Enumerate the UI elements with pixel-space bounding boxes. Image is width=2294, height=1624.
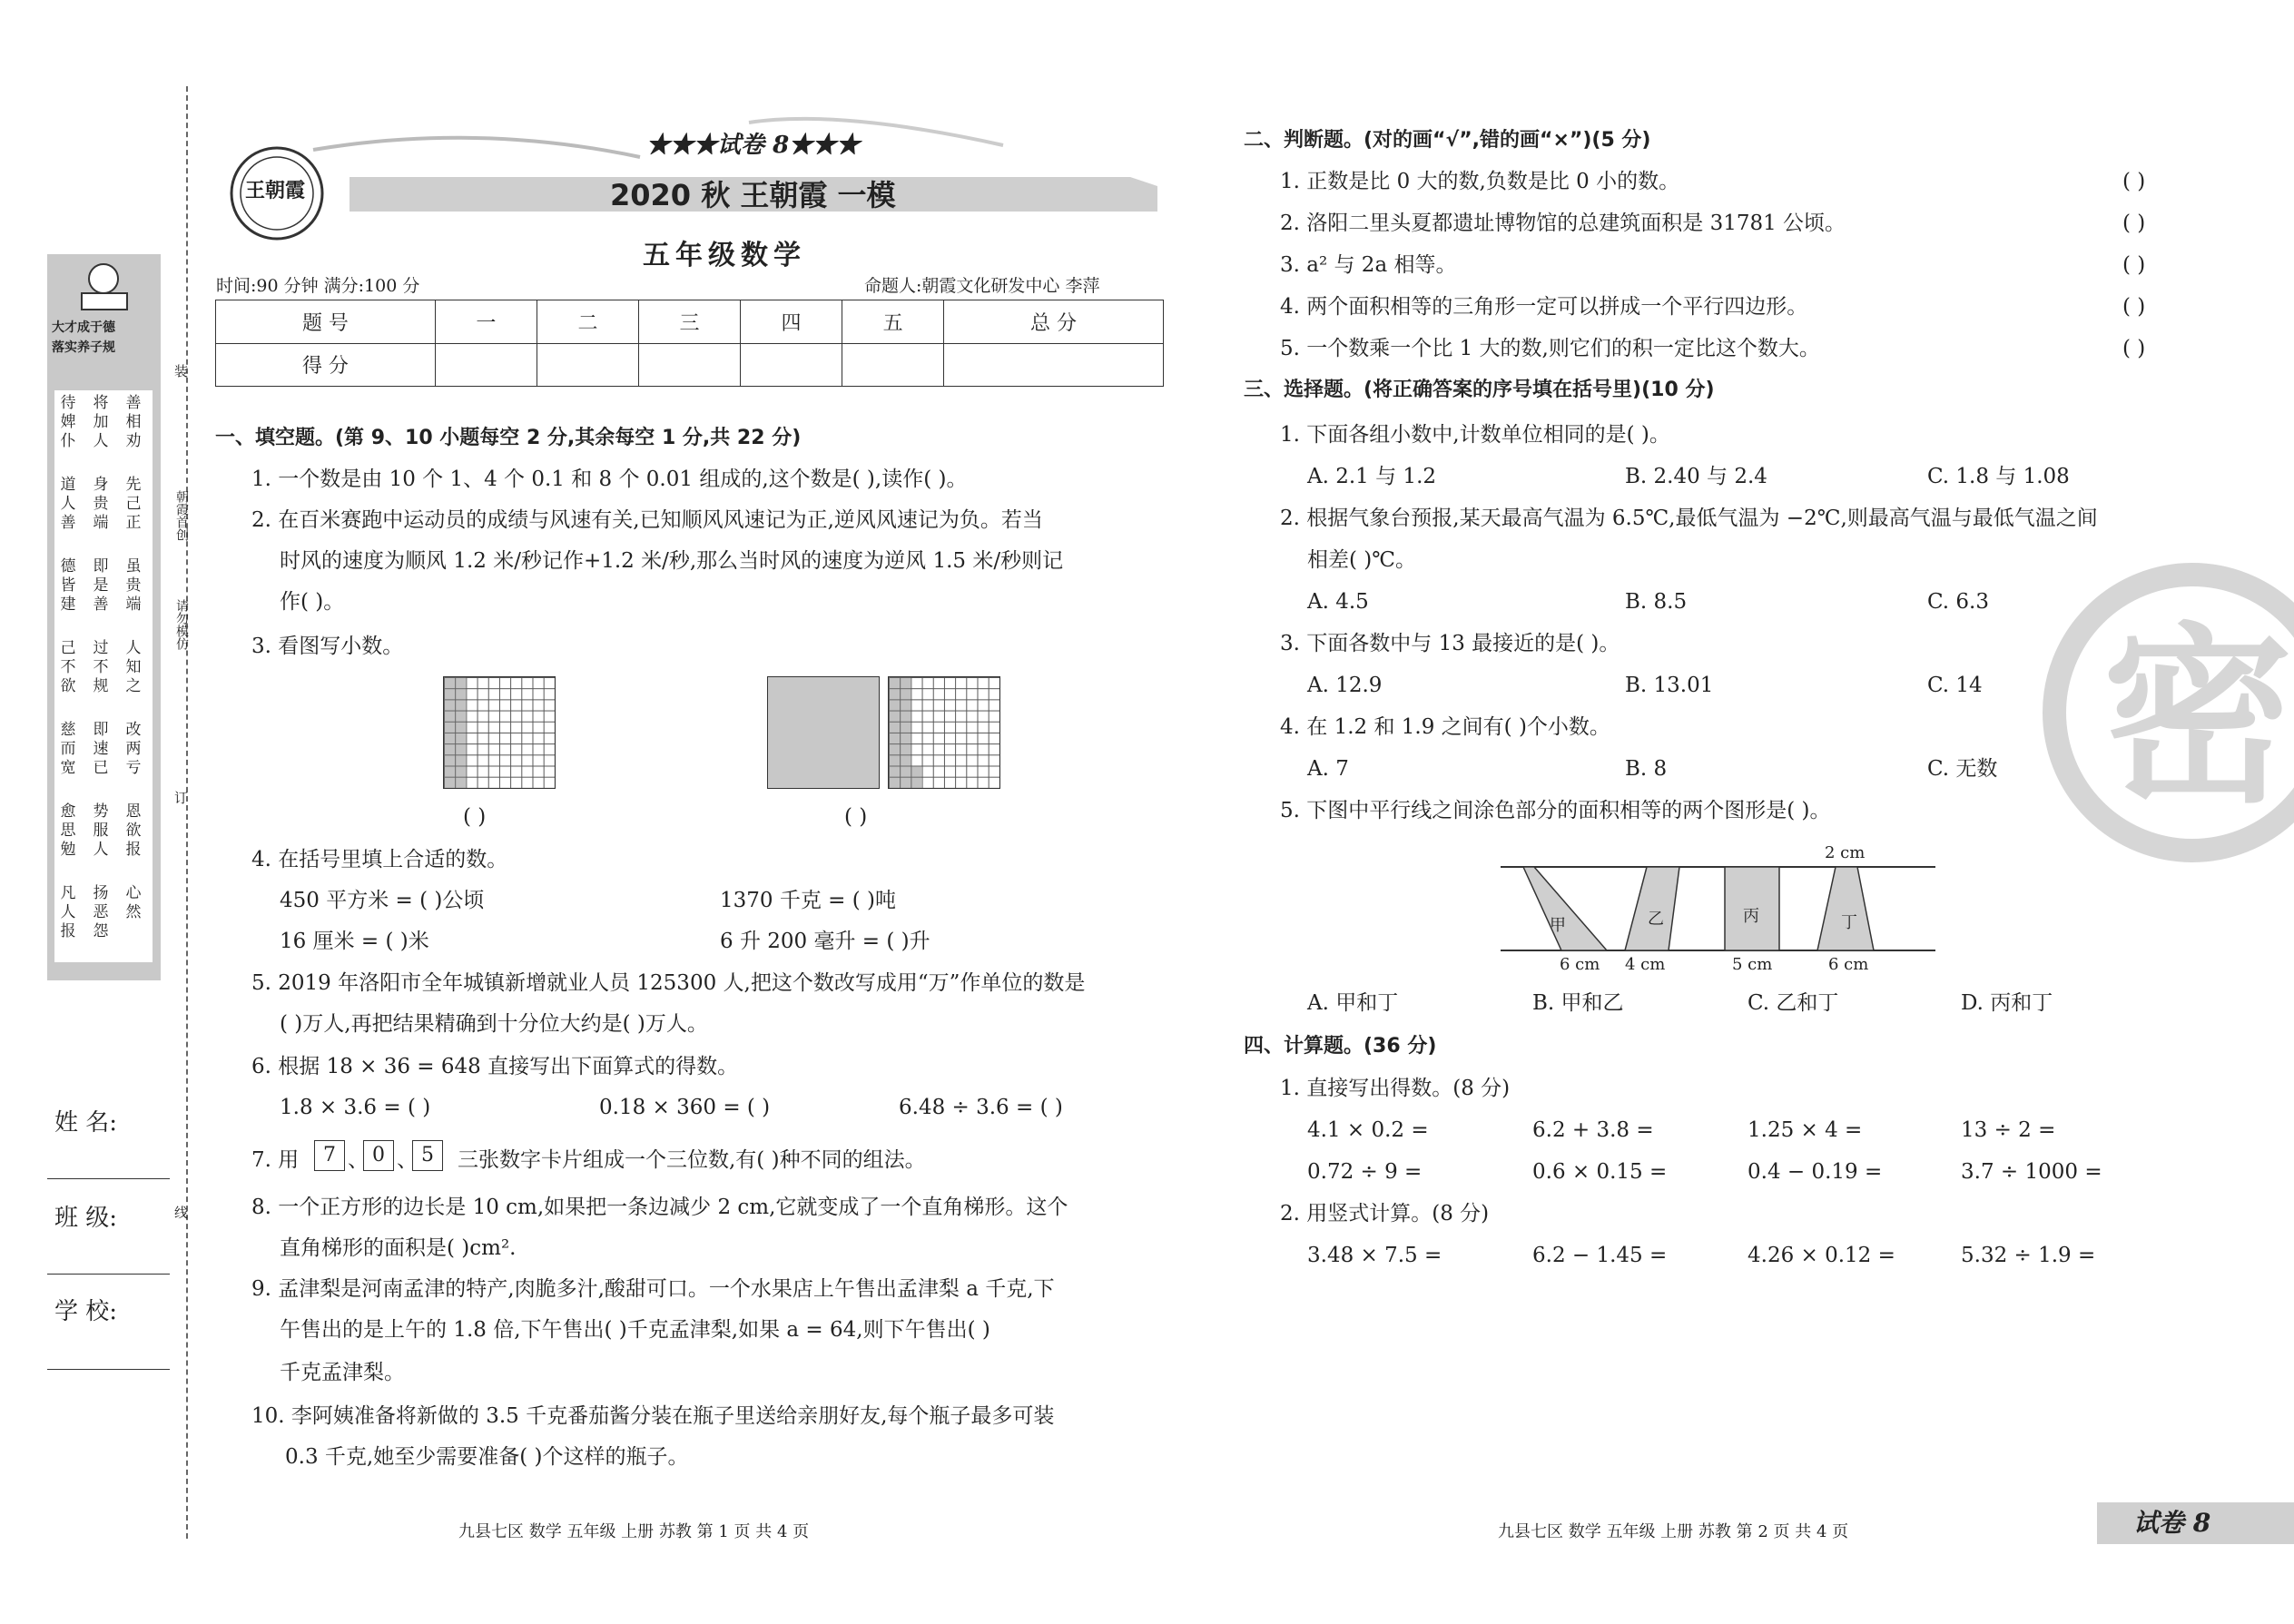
s3-q3-opt-a: A. 12.9: [1307, 674, 1383, 697]
score-header-cell: 总 分: [944, 300, 1164, 344]
judge-item: 1. 正数是比 0 大的数,负数是比 0 小的数。: [1280, 170, 1680, 193]
motto-column: 先己正: [125, 476, 142, 532]
calc-expression: 0.4 − 0.19 =: [1748, 1160, 1883, 1184]
motto-text-block: [54, 390, 153, 962]
motto-column: 恩欲报: [125, 802, 142, 859]
decimal-grid-1: [443, 676, 556, 789]
section1-title: 一、填空题。(第 9、10 小题每空 2 分,其余每空 1 分,共 22 分): [215, 427, 802, 449]
calc-expression: 3.48 × 7.5 =: [1307, 1244, 1442, 1267]
s1-q2-line2: 时风的速度为顺风 1.2 米/秒记作+1.2 米/秒,那么当时风的速度为逆风 1.5 米/秒则记: [280, 549, 1064, 573]
s1-q4: 4. 在括号里填上合适的数。: [251, 848, 508, 871]
motto-column: 势服人: [93, 802, 109, 859]
motto-column: 善相劝: [125, 394, 142, 450]
s1-q6-a: 1.8 × 3.6 = ( ): [280, 1096, 431, 1119]
fig-bottom-ding: 6 cm: [1828, 955, 1869, 974]
s3-q5-opt-b: B. 甲和乙: [1532, 991, 1624, 1015]
s1-q1: 1. 一个数是由 10 个 1、4 个 0.1 和 8 个 0.01 组成的,这个数是( ),读作( )。: [251, 468, 968, 491]
s1-q10-line2: 0.3 千克,她至少需要准备( )个这样的瓶子。: [285, 1445, 689, 1469]
s3-q1: 1. 下面各组小数中,计数单位相同的是( )。: [1280, 423, 1670, 447]
s1-q6-b: 0.18 × 360 = ( ): [599, 1096, 771, 1119]
s1-q3-blank-1: ( ): [463, 805, 487, 829]
name-label: 姓 名:: [54, 1109, 118, 1137]
score-header-cell: 四: [741, 300, 842, 344]
s3-q2-opt-c: C. 6.3: [1927, 590, 1989, 614]
digit-card-7: 7: [314, 1140, 345, 1171]
exam-title: 2020 秋 王朝霞 一模: [610, 178, 896, 212]
motto-column: 待婢仆: [60, 394, 76, 450]
s3-q1-opt-b: B. 2.40 与 2.4: [1625, 465, 1767, 488]
s3-q4-opt-c: C. 无数: [1927, 757, 1998, 781]
class-label: 班 级:: [54, 1205, 118, 1232]
secret-watermark: 密: [2043, 563, 2294, 862]
s1-q9-line2: 午售出的是上午的 1.8 倍,下午售出( )千克孟津梨,如果 a = 64,则下午售出( ): [280, 1318, 990, 1342]
calc-expression: 4.26 × 0.12 =: [1748, 1244, 1895, 1267]
score-cell[interactable]: [638, 343, 740, 387]
seal-mark-1: 装: [174, 363, 189, 379]
motto-column: 心然: [125, 884, 142, 921]
fig-label-ding: 丁: [1841, 913, 1857, 932]
motto-column: 即速已: [93, 721, 109, 777]
digit-card-5: 5: [412, 1140, 443, 1171]
paper-number: ★★★试卷 8★★★: [646, 132, 861, 159]
judge-answer-bracket[interactable]: ( ): [2122, 170, 2146, 193]
calc-expression: 13 ÷ 2 =: [1961, 1118, 2056, 1142]
score-header-cell: 三: [638, 300, 740, 344]
mascot-caption-1: 大才成于德: [52, 320, 115, 335]
score-header-cell: 一: [435, 300, 537, 344]
motto-column: 即是善: [93, 557, 109, 614]
s3-q1-opt-a: A. 2.1 与 1.2: [1307, 465, 1437, 488]
s1-q4-a: 450 平方米 = ( )公顷: [280, 889, 485, 912]
s1-q5-line1: 5. 2019 年洛阳市全年城镇新增就业人员 125300 人,把这个数改写成用“万”作单位的数是: [251, 971, 1086, 995]
motto-column: 身贵端: [93, 476, 109, 532]
decimal-grid-2: [888, 676, 1000, 789]
fig-top-length: 2 cm: [1825, 843, 1866, 862]
s3-q2-opt-a: A. 4.5: [1307, 590, 1369, 614]
subject-title: 五年级数学: [643, 240, 806, 271]
motto-column: 人知之: [125, 639, 142, 695]
s3-q2-line1: 2. 根据气象台预报,某天最高气温为 6.5℃,最低气温为 −2℃,则最高气温与最低气温之间: [1280, 507, 2098, 530]
judge-answer-bracket[interactable]: ( ): [2122, 253, 2146, 277]
vertical-note-2: 请勿模仿: [174, 599, 189, 650]
section3-title: 三、选择题。(将正确答案的序号填在括号里)(10 分): [1244, 379, 1715, 401]
s3-q3-opt-b: B. 13.01: [1625, 674, 1714, 697]
calc-expression: 0.6 × 0.15 =: [1532, 1160, 1668, 1184]
fig-bottom-jia: 6 cm: [1560, 955, 1600, 974]
motto-column: 凡人报: [60, 884, 76, 940]
shape-ding: [1817, 867, 1874, 950]
fig-bottom-yi: 4 cm: [1625, 955, 1666, 974]
s3-q5-opt-c: C. 乙和丁: [1748, 991, 1839, 1015]
footer-paper-tag: 试卷 8: [2133, 1508, 2211, 1538]
time-info: 时间:90 分钟 满分:100 分: [216, 276, 420, 296]
judge-item: 3. a² 与 2a 相等。: [1280, 253, 1457, 277]
s3-q5-opt-a: A. 甲和丁: [1307, 991, 1399, 1015]
mascot-illustration: [65, 259, 143, 313]
s3-q2-line2: 相差( )℃。: [1307, 548, 1416, 572]
calc-expression: 3.7 ÷ 1000 =: [1961, 1160, 2102, 1184]
s3-q2-opt-b: B. 8.5: [1625, 590, 1688, 614]
s3-q3: 3. 下面各数中与 13 最接近的是( )。: [1280, 632, 1620, 655]
binding-line: [186, 86, 188, 1539]
name-field[interactable]: [47, 1178, 170, 1179]
seal-mark-3: 线: [174, 1205, 189, 1221]
s1-q4-b: 1370 千克 = ( )吨: [720, 889, 896, 912]
s3-q4: 4. 在 1.2 和 1.9 之间有( )个小数。: [1280, 715, 1610, 739]
score-cell[interactable]: [944, 343, 1164, 387]
score-cell[interactable]: [741, 343, 842, 387]
school-label: 学 校:: [54, 1298, 118, 1325]
s1-q9-line1: 9. 孟津梨是河南孟津的特产,肉脆多汁,酸甜可口。一个水果店上午售出孟津梨 a 千克,下: [251, 1277, 1055, 1301]
s3-q1-opt-c: C. 1.8 与 1.08: [1927, 465, 2070, 488]
motto-column: 道人善: [60, 476, 76, 532]
decimal-full-square: [767, 676, 880, 789]
s4-sub1: 1. 直接写出得数。(8 分): [1280, 1077, 1511, 1100]
s3-q4-opt-b: B. 8: [1625, 757, 1668, 781]
motto-column: 扬恶怨: [93, 884, 109, 940]
brand-logo: 王朝霞: [245, 179, 306, 202]
s1-q4-c: 16 厘米 = ( )米: [280, 930, 429, 953]
score-cell[interactable]: [537, 343, 638, 387]
motto-column: 慈而宽: [60, 721, 76, 777]
calc-expression: 1.25 × 4 =: [1748, 1118, 1863, 1142]
score-cell[interactable]: [435, 343, 537, 387]
judge-answer-bracket[interactable]: ( ): [2122, 212, 2146, 235]
score-header-cell: 二: [537, 300, 638, 344]
s1-q8-line2: 直角梯形的面积是( )cm².: [280, 1236, 517, 1260]
seal-mark-2: 订: [174, 790, 189, 806]
section4-title: 四、计算题。(36 分): [1244, 1035, 1437, 1058]
author-info: 命题人:朝霞文化研发中心 李萍: [864, 276, 1100, 296]
footer-right: 九县七区 数学 五年级 上册 苏教 第 2 页 共 4 页: [1498, 1522, 1849, 1541]
motto-column: 己不欲: [60, 639, 76, 695]
s3-q5-opt-d: D. 丙和丁: [1961, 991, 2053, 1015]
s1-q6: 6. 根据 18 × 36 = 648 直接写出下面算式的得数。: [251, 1055, 739, 1078]
digit-card-0: 0: [363, 1140, 394, 1171]
s1-q8-line1: 8. 一个正方形的边长是 10 cm,如果把一条边减少 2 cm,它就变成了一个直角梯形。这个: [251, 1196, 1068, 1219]
score-header-cell: 五: [842, 300, 944, 344]
score-table: [215, 300, 1164, 387]
s4-sub2: 2. 用竖式计算。(8 分): [1280, 1202, 1490, 1225]
section2-title: 二、判断题。(对的画“√”,错的画“×”)(5 分): [1244, 129, 1651, 152]
fig-label-bing: 丙: [1743, 907, 1759, 926]
calc-expression: 0.72 ÷ 9 =: [1307, 1160, 1423, 1184]
s1-q2-line1: 2. 在百米赛跑中运动员的成绩与风速有关,已知顺风风速记为正,逆风风速记为负。若当: [251, 508, 1043, 532]
mascot-caption-2: 落实养子规: [52, 340, 115, 355]
judge-answer-bracket[interactable]: ( ): [2122, 337, 2146, 360]
s1-q6-c: 6.48 ÷ 3.6 = ( ): [899, 1096, 1063, 1119]
score-label-cell: 得 分: [216, 343, 436, 387]
fig-label-jia: 甲: [1550, 916, 1566, 935]
school-field[interactable]: [47, 1369, 170, 1370]
s1-q7-sep-2: 、: [397, 1148, 418, 1172]
calc-expression: 6.2 + 3.8 =: [1532, 1118, 1654, 1142]
motto-column: 愈思勉: [60, 802, 76, 859]
judge-item: 4. 两个面积相等的三角形一定可以拼成一个平行四边形。: [1280, 295, 1808, 319]
s1-q7-sep-1: 、: [348, 1148, 369, 1172]
motto-column: 虽贵端: [125, 557, 142, 614]
footer-left: 九县七区 数学 五年级 上册 苏教 第 1 页 共 4 页: [458, 1522, 810, 1541]
s1-q10-line1: 10. 李阿姨准备将新做的 3.5 千克番茄酱分装在瓶子里送给亲朋好友,每个瓶子最多可装: [251, 1404, 1055, 1428]
judge-item: 5. 一个数乘一个比 1 大的数,则它们的积一定比这个数大。: [1280, 337, 1820, 360]
calc-expression: 6.2 − 1.45 =: [1532, 1244, 1668, 1267]
s1-q7-suffix: 三张数字卡片组成一个三位数,有( )种不同的组法。: [458, 1148, 926, 1172]
fig-label-yi: 乙: [1648, 910, 1664, 929]
calc-expression: 4.1 × 0.2 =: [1307, 1118, 1429, 1142]
vertical-note-1: 朝霞首创: [174, 490, 189, 541]
motto-column: 将加人: [93, 394, 109, 450]
motto-column: 过不规: [93, 639, 109, 695]
s3-q3-opt-c: C. 14: [1927, 674, 1983, 697]
s1-q9-line3: 千克孟津梨。: [280, 1361, 405, 1384]
class-field[interactable]: [47, 1274, 170, 1275]
s3-q4-opt-a: A. 7: [1307, 757, 1349, 781]
judge-answer-bracket[interactable]: ( ): [2122, 295, 2146, 319]
s1-q3: 3. 看图写小数。: [251, 635, 404, 658]
s1-q2-line3: 作( )。: [280, 590, 345, 614]
calc-expression: 5.32 ÷ 1.9 =: [1961, 1244, 2096, 1267]
s3-q5: 5. 下图中平行线之间涂色部分的面积相等的两个图形是( )。: [1280, 799, 1831, 822]
s1-q5-line2: ( )万人,再把结果精确到十分位大约是( )万人。: [280, 1012, 708, 1036]
fig-bottom-bing: 5 cm: [1732, 955, 1773, 974]
s1-q3-blank-2: ( ): [844, 805, 868, 829]
motto-column: 德皆建: [60, 557, 76, 614]
motto-column: 改两亏: [125, 721, 142, 777]
score-header-cell: 题 号: [216, 300, 436, 344]
s1-q4-d: 6 升 200 毫升 = ( )升: [720, 930, 930, 953]
judge-item: 2. 洛阳二里头夏都遗址博物馆的总建筑面积是 31781 公顷。: [1280, 212, 1846, 235]
s1-q7-prefix: 7. 用: [251, 1148, 300, 1172]
score-cell[interactable]: [842, 343, 944, 387]
